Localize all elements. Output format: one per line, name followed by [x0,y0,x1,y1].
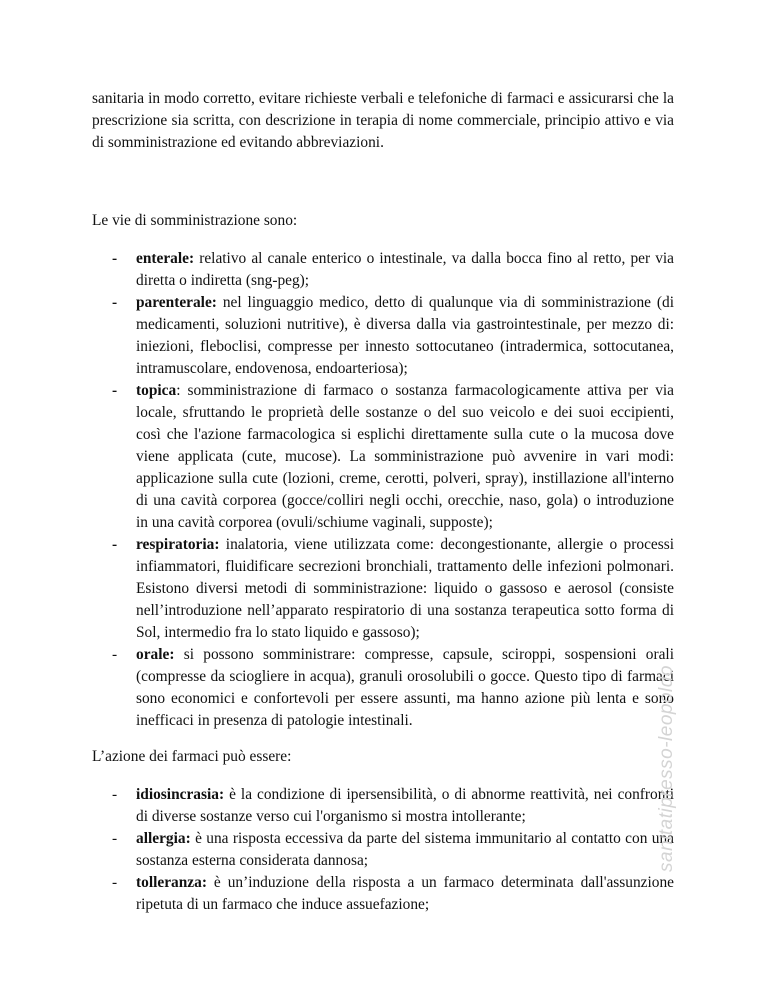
term-topica: topica [136,382,177,399]
list-dash: - [112,536,118,553]
action-heading: L’azione dei farmaci può essere: [92,748,292,765]
definition-parenterale: nel linguaggio medico, detto di qualunque via di somministrazione (di medicamenti, soluzioni nutritive), è diversa dalla via gastrointestinale, per mezzo di: iniezioni, fleboclisi, compresse per innesto sottocutaneo (intradermica, sottocutanea, intramuscolare, endovenosa, endoarteriosa); [136,294,674,377]
definition-idiosincrasia: è la condizione di ipersensibilità, o di abnorme reattività, nei confronti di diverse sostanze verso cui l'organismo si mostra intollerante; [136,786,674,825]
term-orale: orale: [136,646,175,663]
document-page [92,88,674,916]
list-item-allergia [92,828,674,872]
intro-paragraph: sanitaria in modo corretto, evitare richieste verbali e telefoniche di farmaci e assicurarsi che la prescrizione sia scritta, con descrizione in terapia di nome commerciale, principio attivo e via di somministrazione ed evitando abbreviazioni. [92,90,674,151]
list-item-idiosincrasia [92,784,674,828]
definition-respiratoria: inalatoria, viene utilizzata come: decongestionante, allergie o processi infiammatori, fluidificare secrezioni bronchiali, trattamento delle infezioni polmonari. Esistono diversi metodi di somministrazione: liquido o gassoso e aerosol (consiste nell’introduzione nell’apparato respiratorio di una sostanza terapeutica sotto forma di Sol, intermedio fra lo stato liquido e gassoso); [136,536,674,641]
list-item-parenterale [92,292,674,380]
definition-topica: : somministrazione di farmaco o sostanza farmacologicamente attiva per via locale, sfruttando le proprietà delle sostanze o del suo veicolo e dei suoi eccipienti, così che l'azione farmacologica si esplichi direttamente sulla cute o la mucosa dove viene applicata (cute, mucose). La somministrazione può avvenire in vari modi: applicazione sulla cute (lozioni, creme, cerotti, polveri, spray), instillazione all'interno di una cavità corporea (gocce/colliri negli occhi, orecchie, naso, gola) o introduzione in una cavità corporea (ovuli/schiume vaginali, supposte); [136,382,674,531]
term-tolleranza: tolleranza: [136,874,207,891]
term-allergia: allergia: [136,830,191,847]
list-item-tolleranza [92,872,674,916]
routes-list [92,248,674,732]
list-item-orale [92,644,674,732]
term-respiratoria: respiratoria: [136,536,220,553]
list-dash: - [112,830,118,847]
list-dash: - [112,646,118,663]
definition-enterale: relativo al canale enterico o intestinale, va dalla bocca fino al retto, per via diretta o indiretta (sng-peg); [136,250,674,289]
term-enterale: enterale: [136,250,195,267]
definition-orale: si possono somministrare: compresse, capsule, sciroppi, sospensioni orali (compresse da sciogliere in acqua), granuli orosolubili o gocce. Questo tipo di farmaci sono economici e confortevoli per essere assunti, ma hanno azione più lenta e sono inefficaci in presenza di patologie intestinali. [136,646,674,729]
list-dash: - [112,382,118,399]
list-dash: - [112,250,118,267]
definition-allergia: è una risposta eccessiva da parte del sistema immunitario al contatto con una sostanza esterna considerata dannosa; [136,830,674,869]
actions-list [92,784,674,916]
list-item-respiratoria [92,534,674,644]
routes-heading: Le vie di somministrazione sono: [92,212,298,229]
term-parenterale: parenterale: [136,294,217,311]
list-dash: - [112,874,118,891]
list-dash: - [112,294,118,311]
list-item-enterale [92,248,674,292]
definition-tolleranza: è un’induzione della risposta a un farmaco determinata dall'assunzione ripetuta di un farmaco che induce assuefazione; [136,874,674,913]
list-item-topica [92,380,674,534]
term-idiosincrasia: idiosincrasia: [136,786,225,803]
watermark-text: sanitatipresso-leopoldo [656,665,677,872]
list-dash: - [112,786,118,803]
